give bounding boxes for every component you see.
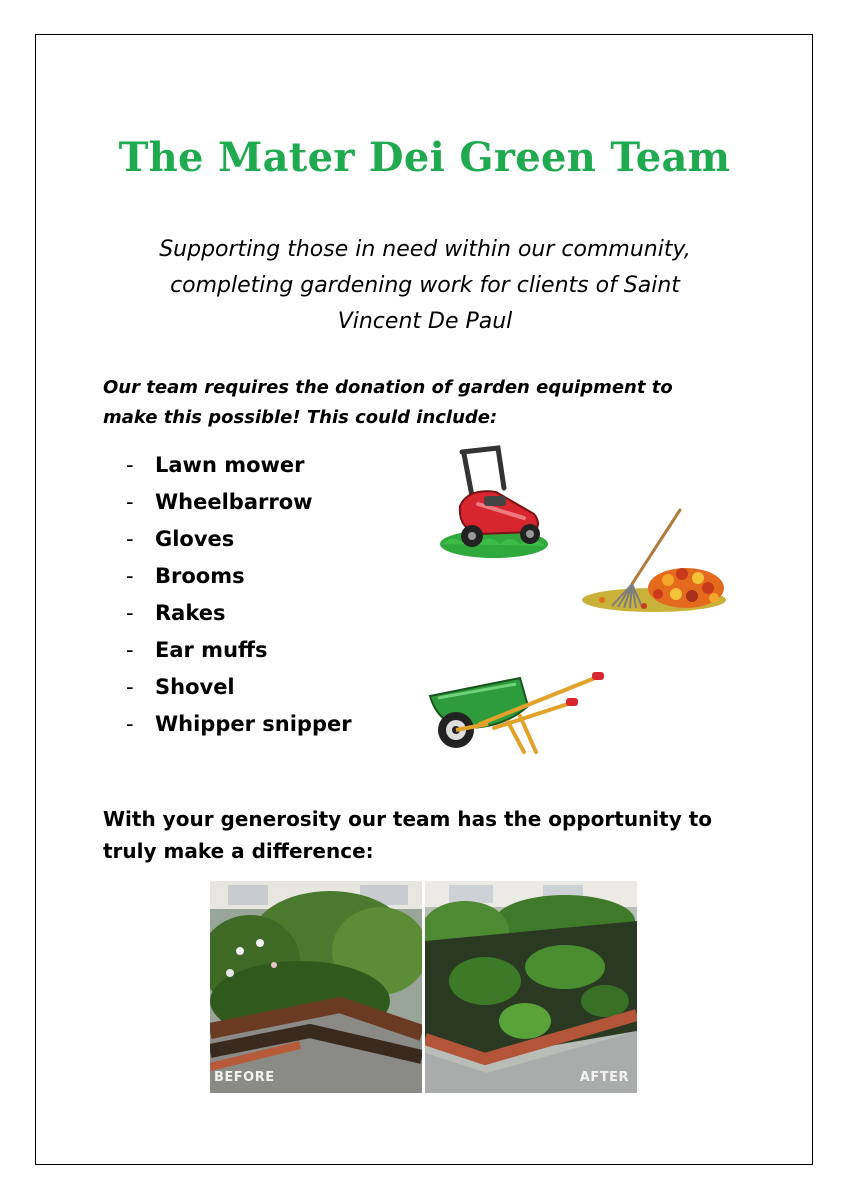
list-item xyxy=(126,558,352,595)
list-item xyxy=(126,521,352,558)
list-bullet: - xyxy=(126,675,134,699)
list-item-label: Brooms xyxy=(155,564,245,588)
intro-text xyxy=(103,373,763,433)
lawn-mower-icon xyxy=(438,444,550,562)
outro-line: With your generosity our team has the opportunity to xyxy=(103,807,713,831)
list-item xyxy=(126,706,352,743)
list-bullet: - xyxy=(126,564,134,588)
page-title: The Mater Dei Green Team xyxy=(118,134,731,181)
before-label: BEFORE xyxy=(214,1070,275,1085)
list-bullet: - xyxy=(126,490,134,514)
intro-line: make this possible! This could include: xyxy=(103,407,498,428)
list-bullet: - xyxy=(126,527,134,551)
tagline xyxy=(110,232,740,340)
list-item xyxy=(126,632,352,669)
before-garden-image xyxy=(210,881,422,1093)
list-bullet: - xyxy=(126,638,134,662)
after-label: AFTER xyxy=(579,1070,629,1085)
before-photo xyxy=(210,881,422,1093)
list-bullet: - xyxy=(126,712,134,736)
list-bullet: - xyxy=(126,601,134,625)
rake-leaves-icon xyxy=(582,508,728,614)
list-item-label: Whipper snipper xyxy=(155,712,352,736)
outro-line: truly make a difference: xyxy=(103,839,374,863)
equipment-list xyxy=(126,447,352,743)
list-item xyxy=(126,669,352,706)
list-item-label: Rakes xyxy=(155,601,226,625)
list-item xyxy=(126,484,352,521)
list-item-label: Gloves xyxy=(155,527,235,551)
tagline-line: completing gardening work for clients of Saint xyxy=(170,273,680,298)
list-item-label: Ear muffs xyxy=(155,638,268,662)
after-photo xyxy=(425,881,637,1093)
outro-text xyxy=(103,803,763,867)
list-bullet: - xyxy=(126,453,134,477)
list-item xyxy=(126,595,352,632)
list-item-label: Lawn mower xyxy=(155,453,305,477)
wheelbarrow-icon xyxy=(424,672,606,770)
tagline-line: Supporting those in need within our community, xyxy=(159,237,691,262)
after-garden-image xyxy=(425,881,637,1093)
list-item-label: Shovel xyxy=(155,675,235,699)
intro-line: Our team requires the donation of garden equipment to xyxy=(103,377,673,398)
list-item xyxy=(126,447,352,484)
list-item-label: Wheelbarrow xyxy=(155,490,313,514)
tagline-line: Vincent De Paul xyxy=(337,309,513,334)
